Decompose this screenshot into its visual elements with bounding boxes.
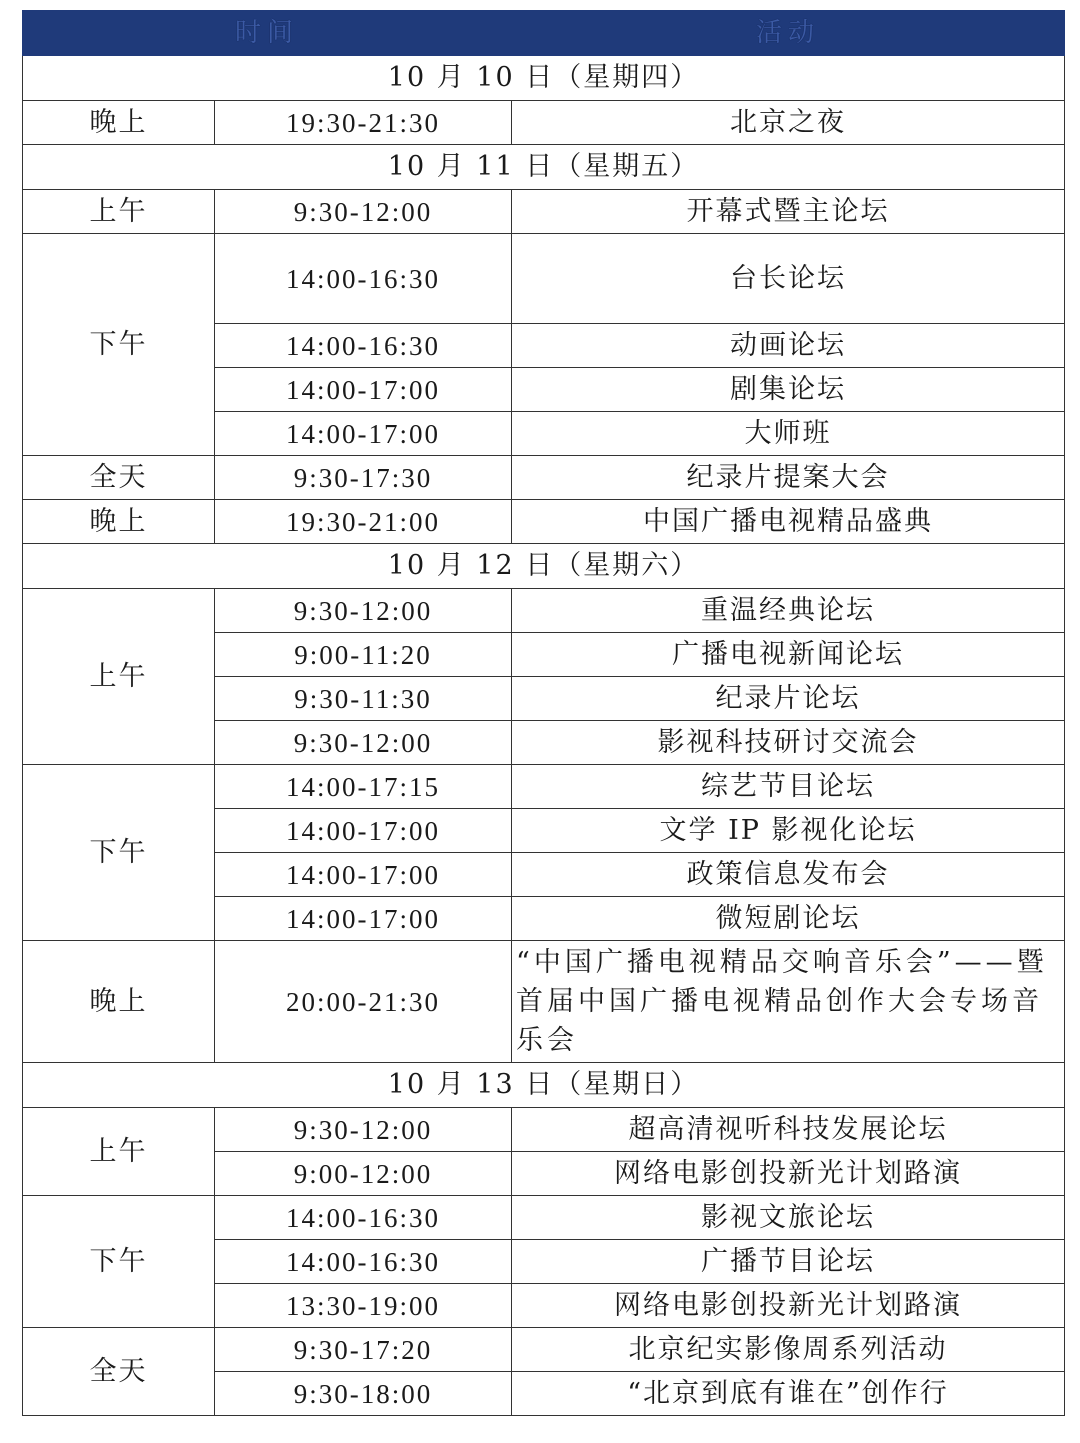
activity-cell: 超高清视听科技发展论坛: [512, 1108, 1065, 1152]
period-cell: 晚上: [23, 941, 215, 1063]
period-cell: 上午: [23, 1108, 215, 1196]
day-label: 10 月 13 日（星期日）: [23, 1063, 1065, 1108]
schedule-body: [23, 56, 1065, 1416]
table-row: [23, 1328, 1065, 1372]
period-cell: 下午: [23, 765, 215, 941]
time-cell: 9:30-11:30: [215, 677, 512, 721]
time-cell: 9:30-17:30: [215, 456, 512, 500]
time-cell: 9:30-12:00: [215, 190, 512, 234]
time-cell: 14:00-17:00: [215, 368, 512, 412]
period-cell: 下午: [23, 234, 215, 456]
activity-cell: 中国广播电视精品盛典: [512, 500, 1065, 544]
day-header-row: [23, 56, 1065, 101]
day-header-row: [23, 145, 1065, 190]
activity-cell: 网络电影创投新光计划路演: [512, 1152, 1065, 1196]
table-row: [23, 589, 1065, 633]
activity-cell: 政策信息发布会: [512, 853, 1065, 897]
table-header-row: [23, 11, 1065, 56]
time-cell: 20:00-21:30: [215, 941, 512, 1063]
time-cell: 9:00-12:00: [215, 1152, 512, 1196]
time-cell: 9:30-17:20: [215, 1328, 512, 1372]
table-row: [23, 1196, 1065, 1240]
table-row: [23, 765, 1065, 809]
table-row: [23, 456, 1065, 500]
activity-cell: 重温经典论坛: [512, 589, 1065, 633]
period-cell: 上午: [23, 190, 215, 234]
time-cell: 19:30-21:00: [215, 500, 512, 544]
period-cell: 全天: [23, 1328, 215, 1416]
table-row: [23, 1108, 1065, 1152]
activity-cell: 开幕式暨主论坛: [512, 190, 1065, 234]
activity-cell: “北京到底有谁在”创作行: [512, 1372, 1065, 1416]
time-cell: 14:00-16:30: [215, 234, 512, 324]
time-cell: 13:30-19:00: [215, 1284, 512, 1328]
activity-cell: 影视文旅论坛: [512, 1196, 1065, 1240]
activity-cell: 纪录片提案大会: [512, 456, 1065, 500]
schedule-table: [22, 10, 1065, 1416]
time-cell: 14:00-16:30: [215, 324, 512, 368]
table-row: [23, 190, 1065, 234]
time-cell: 9:30-18:00: [215, 1372, 512, 1416]
activity-cell: 剧集论坛: [512, 368, 1065, 412]
table-row: [23, 941, 1065, 1063]
header-activity: 活动: [512, 11, 1065, 56]
time-cell: 14:00-16:30: [215, 1240, 512, 1284]
time-cell: 14:00-17:15: [215, 765, 512, 809]
activity-cell: 台长论坛: [512, 234, 1065, 324]
day-label: 10 月 12 日（星期六）: [23, 544, 1065, 589]
period-cell: 晚上: [23, 101, 215, 145]
header-time: 时间: [23, 11, 512, 56]
activity-cell: “中国广播电视精品交响音乐会”——暨首届中国广播电视精品创作大会专场音乐会: [512, 941, 1065, 1063]
day-label: 10 月 10 日（星期四）: [23, 56, 1065, 101]
activity-cell: 文学 IP 影视化论坛: [512, 809, 1065, 853]
activity-cell: 广播节目论坛: [512, 1240, 1065, 1284]
day-header-row: [23, 544, 1065, 589]
period-cell: 下午: [23, 1196, 215, 1328]
day-header-row: [23, 1063, 1065, 1108]
activity-cell: 动画论坛: [512, 324, 1065, 368]
time-cell: 19:30-21:30: [215, 101, 512, 145]
time-cell: 9:30-12:00: [215, 1108, 512, 1152]
activity-cell: 综艺节目论坛: [512, 765, 1065, 809]
time-cell: 14:00-16:30: [215, 1196, 512, 1240]
activity-cell: 大师班: [512, 412, 1065, 456]
activity-cell: 北京之夜: [512, 101, 1065, 145]
time-cell: 9:30-12:00: [215, 721, 512, 765]
day-label: 10 月 11 日（星期五）: [23, 145, 1065, 190]
time-cell: 14:00-17:00: [215, 809, 512, 853]
time-cell: 14:00-17:00: [215, 853, 512, 897]
activity-cell: 微短剧论坛: [512, 897, 1065, 941]
activity-cell: 纪录片论坛: [512, 677, 1065, 721]
time-cell: 14:00-17:00: [215, 412, 512, 456]
table-row: [23, 101, 1065, 145]
period-cell: 上午: [23, 589, 215, 765]
time-cell: 9:00-11:20: [215, 633, 512, 677]
table-row: [23, 500, 1065, 544]
time-cell: 9:30-12:00: [215, 589, 512, 633]
activity-cell: 北京纪实影像周系列活动: [512, 1328, 1065, 1372]
activity-cell: 广播电视新闻论坛: [512, 633, 1065, 677]
table-row: [23, 234, 1065, 324]
activity-cell: 影视科技研讨交流会: [512, 721, 1065, 765]
period-cell: 晚上: [23, 500, 215, 544]
period-cell: 全天: [23, 456, 215, 500]
time-cell: 14:00-17:00: [215, 897, 512, 941]
activity-cell: 网络电影创投新光计划路演: [512, 1284, 1065, 1328]
